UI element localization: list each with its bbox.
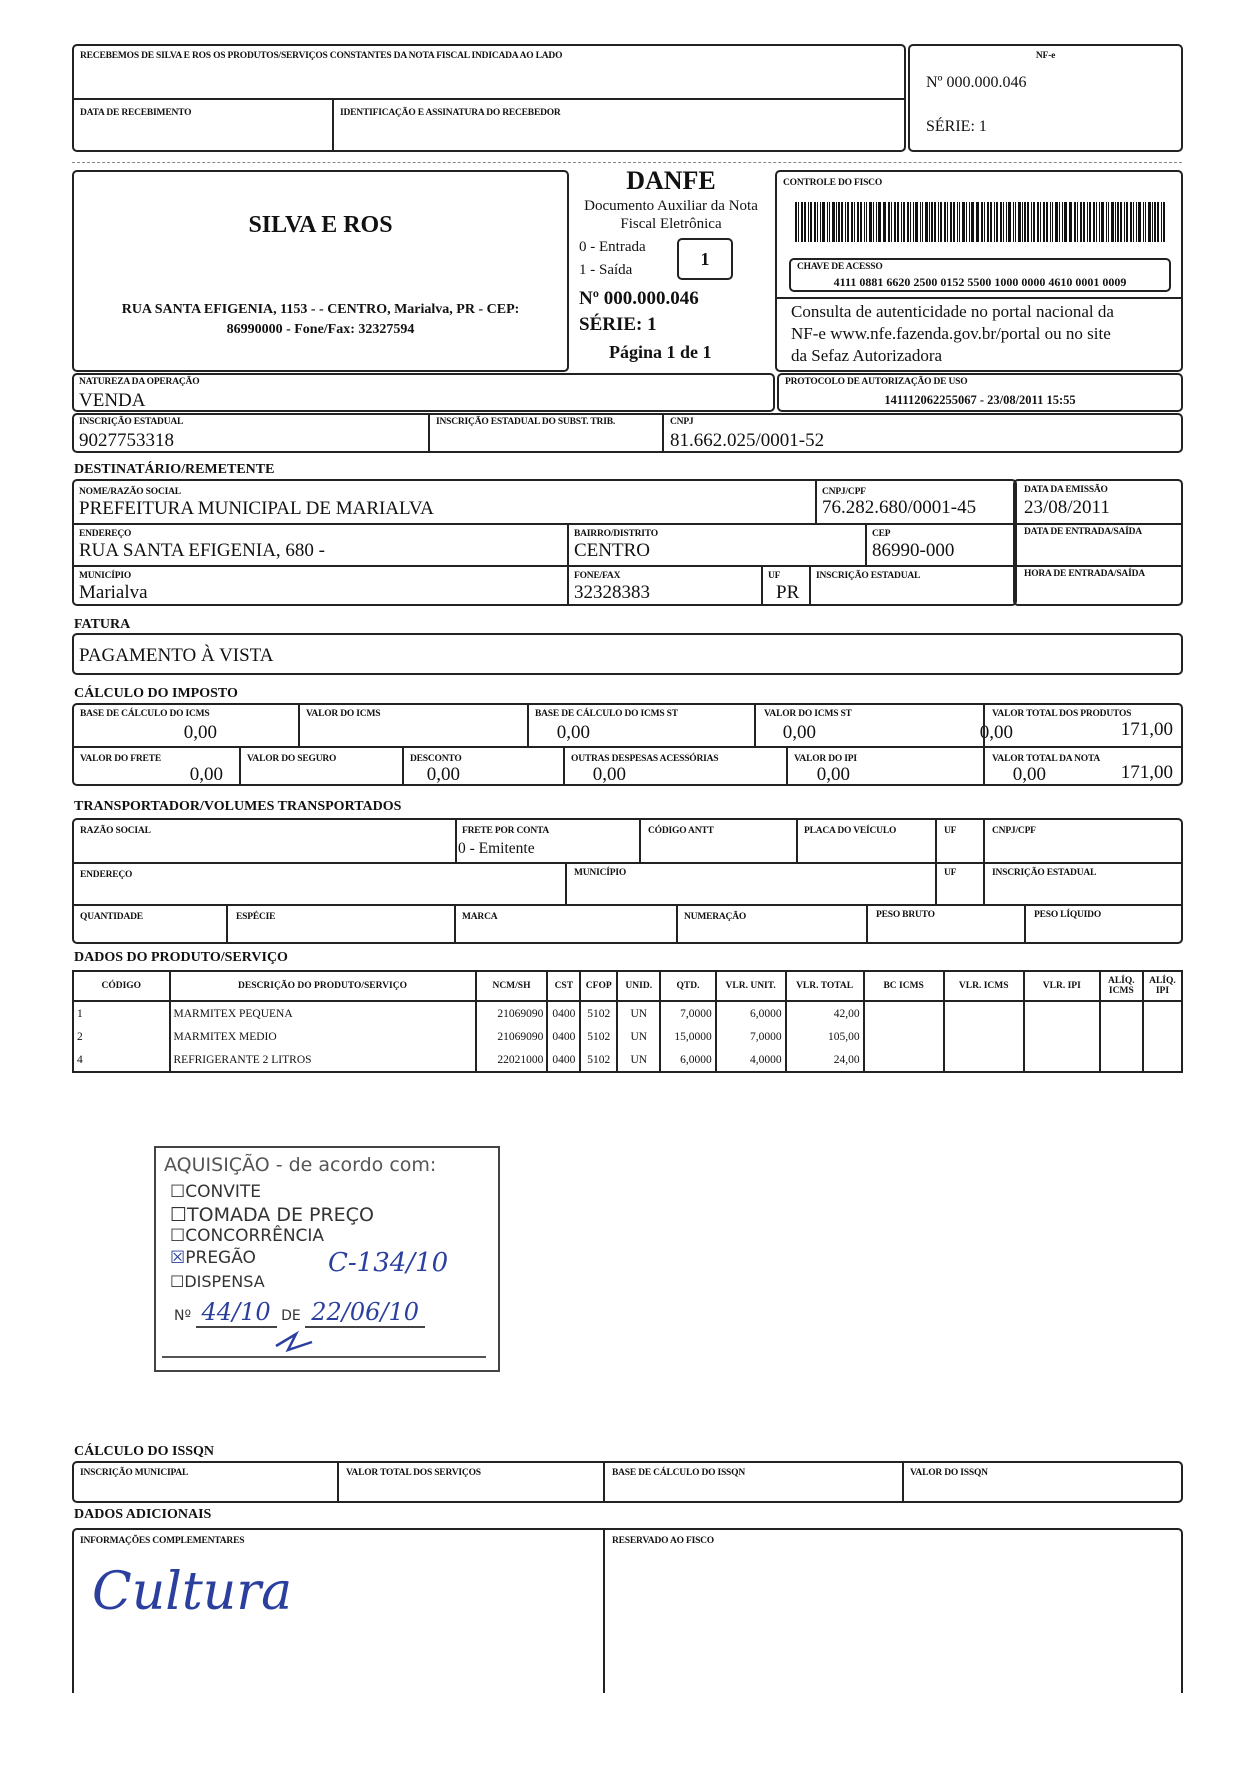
transport-uf-label: UF <box>944 826 957 836</box>
table-cell: 6,0000 <box>660 1048 715 1072</box>
recipient-city: Marialva <box>79 582 148 603</box>
invoice-total: 171,00 <box>1120 762 1173 783</box>
issuer-address-2: 86990000 - Fone/Fax: 32327594 <box>226 322 415 337</box>
recipient-doc: 76.282.680/0001-45 <box>822 497 977 518</box>
ipi-label: VALOR DO IPI <box>794 754 857 764</box>
issqn-municipal-label: INSCRIÇÃO MUNICIPAL <box>80 1468 189 1478</box>
products-header-cell: ALÍQ. ICMS <box>1100 971 1143 1001</box>
stamp-option-dispensa-label: DISPENSA <box>184 1272 265 1291</box>
table-cell: 2 <box>73 1025 170 1048</box>
additional-box <box>72 1528 1183 1693</box>
transport-freight: 0 - Emitente <box>458 840 535 857</box>
table-cell: 42,00 <box>786 1001 864 1025</box>
access-key: 4111 0881 6620 2500 0152 5500 1000 0000 4610 0001 0009 <box>833 275 1127 289</box>
receipt-series: SÉRIE: 1 <box>926 118 987 135</box>
ie-row <box>72 413 1183 453</box>
icms-value-label: VALOR DO ICMS <box>306 709 381 719</box>
products-header-cell: CFOP <box>580 971 617 1001</box>
protocol-value: 141112062255067 - 23/08/2011 15:55 <box>884 393 1076 407</box>
receipt-statement: RECEBEMOS DE SILVA E ROS OS PRODUTOS/SERVIÇOS CONSTANTES DA NOTA FISCAL INDICADA AO LADO <box>80 51 563 61</box>
protocol-label: PROTOCOLO DE AUTORIZAÇÃO DE USO <box>785 377 968 387</box>
products-header-cell: NCM/SH <box>476 971 548 1001</box>
table-cell: 105,00 <box>786 1025 864 1048</box>
stamp-option-tomada: ☐TOMADA DE PREÇO <box>170 1204 374 1226</box>
issuer-name: SILVA E ROS <box>248 212 393 238</box>
stamp-date: 22/06/10 <box>305 1298 425 1328</box>
ie-label: INSCRIÇÃO ESTADUAL <box>79 417 184 427</box>
cnpj-value: 81.662.025/0001-52 <box>670 430 825 451</box>
entry-time-label: HORA DE ENTRADA/SAÍDA <box>1024 569 1145 579</box>
reserved-label: RESERVADO AO FISCO <box>612 1536 714 1546</box>
transport-state-reg-label: INSCRIÇÃO ESTADUAL <box>992 868 1097 878</box>
nature-value: VENDA <box>79 390 146 411</box>
stamp-option-concorrencia-label: CONCORRÊNCIA <box>185 1226 325 1246</box>
additional-section-title: DADOS ADICIONAIS <box>74 1507 212 1522</box>
stamp-option-concorrencia: ☐CONCORRÊNCIA <box>170 1226 325 1246</box>
stamp-option-dispensa: ☐DISPENSA <box>170 1272 265 1291</box>
recipient-name-label: NOME/RAZÃO SOCIAL <box>79 487 181 497</box>
table-cell <box>1100 1001 1143 1025</box>
products-header-cell: QTD. <box>660 971 715 1001</box>
table-cell: MARMITEX MEDIO <box>170 1025 476 1048</box>
receipt-nfe-box <box>908 44 1183 152</box>
table-row <box>73 1048 1182 1072</box>
issue-date: 23/08/2011 <box>1024 497 1110 518</box>
danfe-series: SÉRIE: 1 <box>579 314 657 335</box>
table-cell <box>1143 1048 1182 1072</box>
icms-base: 0,00 <box>183 722 217 743</box>
products-header-cell: UNID. <box>617 971 660 1001</box>
products-section-title: DADOS DO PRODUTO/SERVIÇO <box>74 950 288 965</box>
table-cell <box>1143 1025 1182 1048</box>
transport-address-label: ENDEREÇO <box>80 870 133 880</box>
danfe-panel <box>569 166 773 372</box>
recipient-address-label: ENDEREÇO <box>79 529 132 539</box>
table-cell: 6,0000 <box>716 1001 786 1025</box>
stamp-option-pregao <box>170 1248 256 1268</box>
recipient-city-label: MUNICÍPIO <box>79 571 132 581</box>
danfe-subtitle-2: Fiscal Eletrônica <box>620 216 722 232</box>
products-header-cell: VLR. ICMS <box>944 971 1024 1001</box>
stamp-date-prefix: DE <box>281 1308 301 1324</box>
transport-box <box>72 818 1183 944</box>
fiscal-control-label: CONTROLE DO FISCO <box>783 178 883 188</box>
freight: 0,00 <box>189 764 223 785</box>
nature-label: NATUREZA DA OPERAÇÃO <box>79 377 200 387</box>
danfe-title: DANFE <box>626 166 716 195</box>
table-cell: UN <box>617 1048 660 1072</box>
tax-box <box>72 703 1183 786</box>
transport-qty-label: QUANTIDADE <box>80 912 143 922</box>
receipt-signature-label: IDENTIFICAÇÃO E ASSINATURA DO RECEBEDOR <box>340 108 561 118</box>
ipi: 0,00 <box>1012 764 1046 785</box>
insurance-label: VALOR DO SEGURO <box>247 754 337 764</box>
table-cell: UN <box>617 1001 660 1025</box>
table-cell: 15,0000 <box>660 1025 715 1048</box>
recipient-uf: PR <box>776 582 800 603</box>
other-expenses-label: OUTRAS DESPESAS ACESSÓRIAS <box>571 754 719 764</box>
table-cell <box>864 1001 944 1025</box>
fiscal-box <box>775 170 1183 372</box>
stamp-title: AQUISIÇÃO - de acordo com: <box>164 1154 437 1176</box>
ie-value: 9027753318 <box>79 430 174 451</box>
table-cell: 4,0000 <box>716 1048 786 1072</box>
danfe-exit: 1 - Saída <box>579 262 633 278</box>
invoice-section-title: FATURA <box>74 617 131 632</box>
table-cell: 0400 <box>547 1001 580 1025</box>
issqn-box <box>72 1461 1183 1503</box>
table-cell: 0400 <box>547 1025 580 1048</box>
stamp-option-pregao-label: PREGÃO <box>185 1248 256 1268</box>
danfe-subtitle-1: Documento Auxiliar da Nota <box>584 198 758 214</box>
issqn-value-label: VALOR DO ISSQN <box>910 1468 988 1478</box>
transport-city-label: MUNICÍPIO <box>574 868 627 878</box>
transport-freight-label: FRETE POR CONTA <box>462 826 550 836</box>
insurance: 0,00 <box>426 764 460 785</box>
products-header-cell: VLR. IPI <box>1024 971 1100 1001</box>
receipt-date-label: DATA DE RECEBIMENTO <box>80 108 192 118</box>
danfe-entry: 0 - Entrada <box>579 239 646 255</box>
transport-numbering-label: NUMERAÇÃO <box>684 912 747 922</box>
table-cell <box>864 1048 944 1072</box>
consult-line-2: NF-e www.nfe.fazenda.gov.br/portal ou no site <box>791 324 1111 343</box>
danfe-page: Página 1 de 1 <box>609 342 712 362</box>
stamp-number: 44/10 <box>196 1298 277 1328</box>
table-cell: 5102 <box>580 1025 617 1048</box>
invoice-value: PAGAMENTO À VISTA <box>79 645 274 666</box>
issuer-box <box>72 170 569 372</box>
checked-box-icon: ☒ <box>170 1248 186 1268</box>
additional-handwritten: Cultura <box>92 1562 293 1622</box>
table-cell: REFRIGERANTE 2 LITROS <box>170 1048 476 1072</box>
transport-plate-label: PLACA DO VEÍCULO <box>804 826 897 836</box>
ie-st-label: INSCRIÇÃO ESTADUAL DO SUBST. TRIB. <box>436 417 616 427</box>
receipt-number: Nº 000.000.046 <box>926 74 1027 91</box>
products-header-cell: CÓDIGO <box>73 971 170 1001</box>
stamp-number-prefix: Nº <box>174 1308 192 1324</box>
other-expenses: 0,00 <box>816 764 850 785</box>
danfe-type-box <box>677 238 733 280</box>
danfe-type-value: 1 <box>700 248 710 269</box>
tax-section-title: CÁLCULO DO IMPOSTO <box>74 686 238 701</box>
stamp-signature-scribble <box>266 1328 326 1358</box>
discount: 0,00 <box>592 764 626 785</box>
table-cell <box>944 1001 1024 1025</box>
nature-box <box>72 373 775 412</box>
table-cell: 7,0000 <box>660 1001 715 1025</box>
transport-net-label: PESO LÍQUIDO <box>1034 910 1102 920</box>
table-cell: 22021000 <box>476 1048 548 1072</box>
table-cell <box>944 1048 1024 1072</box>
access-key-label: CHAVE DE ACESSO <box>797 262 883 272</box>
issqn-base-label: BASE DE CÁLCULO DO ISSQN <box>612 1468 745 1478</box>
access-key-box <box>789 258 1171 292</box>
icms-base-label: BASE DE CÁLCULO DO ICMS <box>80 709 210 719</box>
acquisition-stamp <box>154 1146 500 1372</box>
transport-brand-label: MARCA <box>462 912 498 922</box>
table-cell: 4 <box>73 1048 170 1072</box>
transport-gross-label: PESO BRUTO <box>876 910 935 920</box>
recipient-name: PREFEITURA MUNICIPAL DE MARIALVA <box>79 498 434 519</box>
products-total-label: VALOR TOTAL DOS PRODUTOS <box>992 709 1132 719</box>
transport-doc-label: CNPJ/CPF <box>992 826 1036 836</box>
products-header-cell: VLR. TOTAL <box>786 971 864 1001</box>
products-header-cell: CST <box>547 971 580 1001</box>
table-cell <box>1143 1001 1182 1025</box>
issue-date-label: DATA DA EMISSÃO <box>1024 485 1108 495</box>
recipient-box <box>72 479 1017 606</box>
recipient-uf-label: UF <box>768 571 781 581</box>
issuer-address-1: RUA SANTA EFIGENIA, 1153 - - CENTRO, Marialva, PR - CEP: <box>121 302 520 317</box>
additional-info-label: INFORMAÇÕES COMPLEMENTARES <box>80 1536 245 1546</box>
receipt-nfe-label: NF-e <box>1035 51 1056 61</box>
stamp-option-convite: ☐CONVITE <box>170 1182 261 1202</box>
recipient-district: CENTRO <box>574 540 650 561</box>
recipient-cep-label: CEP <box>872 529 891 539</box>
recipient-district-label: BAIRRO/DISTRITO <box>574 529 658 539</box>
table-cell: UN <box>617 1025 660 1048</box>
table-cell <box>1024 1048 1100 1072</box>
consult-line-3: da Sefaz Autorizadora <box>791 346 943 365</box>
issqn-section-title: CÁLCULO DO ISSQN <box>74 1444 215 1459</box>
table-cell <box>864 1025 944 1048</box>
consult-line-1: Consulta de autenticidade no portal nacional da <box>791 302 1114 321</box>
recipient-doc-label: CNPJ/CPF <box>822 487 866 497</box>
table-cell: 1 <box>73 1001 170 1025</box>
transport-antt-label: CÓDIGO ANTT <box>648 826 714 836</box>
transport-section-title: TRANSPORTADOR/VOLUMES TRANSPORTADOS <box>74 799 402 814</box>
table-cell: 21069090 <box>476 1001 548 1025</box>
recipient-dates-box <box>1013 479 1183 606</box>
transport-uf2-label: UF <box>944 868 957 878</box>
icms-st-value-label: VALOR DO ICMS ST <box>764 709 852 719</box>
danfe-number: Nº 000.000.046 <box>579 288 699 309</box>
recipient-cep: 86990-000 <box>872 540 955 561</box>
transport-company-label: RAZÃO SOCIAL <box>80 826 151 836</box>
table-row <box>73 1025 1182 1048</box>
table-cell: 7,0000 <box>716 1025 786 1048</box>
table-cell <box>1024 1025 1100 1048</box>
entry-date-label: DATA DE ENTRADA/SAÍDA <box>1024 527 1142 537</box>
products-header-cell: VLR. UNIT. <box>716 971 786 1001</box>
invoice-box <box>72 633 1183 675</box>
table-cell <box>1100 1048 1143 1072</box>
table-cell <box>1024 1001 1100 1025</box>
issqn-services-label: VALOR TOTAL DOS SERVIÇOS <box>346 1468 481 1478</box>
table-cell <box>944 1025 1024 1048</box>
table-cell <box>1100 1025 1143 1048</box>
invoice-total-label: VALOR TOTAL DA NOTA <box>992 754 1101 764</box>
recipient-address: RUA SANTA EFIGENIA, 680 - <box>79 540 326 561</box>
products-table <box>72 970 1183 1073</box>
table-cell: 21069090 <box>476 1025 548 1048</box>
products-header-cell: BC ICMS <box>864 971 944 1001</box>
freight-label: VALOR DO FRETE <box>80 754 161 764</box>
products-total: 171,00 <box>1120 719 1173 740</box>
table-cell: 24,00 <box>786 1048 864 1072</box>
recipient-phone-label: FONE/FAX <box>574 571 621 581</box>
table-cell: MARMITEX PEQUENA <box>170 1001 476 1025</box>
barcode <box>795 202 1167 242</box>
recipient-phone: 32328383 <box>574 582 650 603</box>
stamp-option-convite-label: CONVITE <box>185 1182 261 1202</box>
icms-st-base: 0,00 <box>782 722 816 743</box>
icms-st-value: 0,00 <box>979 722 1013 743</box>
icms-value: 0,00 <box>556 722 590 743</box>
table-cell: 5102 <box>580 1048 617 1072</box>
table-cell: 0400 <box>547 1048 580 1072</box>
stamp-option-tomada-label: TOMADA DE PREÇO <box>187 1204 374 1226</box>
icms-st-base-label: BASE DE CÁLCULO DO ICMS ST <box>535 709 678 719</box>
table-cell: 5102 <box>580 1001 617 1025</box>
stamp-number-line <box>174 1298 425 1326</box>
receipt-stub <box>72 44 906 152</box>
recipient-state-reg-label: INSCRIÇÃO ESTADUAL <box>816 571 921 581</box>
transport-kind-label: ESPÉCIE <box>236 912 276 922</box>
recipient-section-title: DESTINATÁRIO/REMETENTE <box>74 462 275 477</box>
stamp-handwritten-ref: C-134/10 <box>328 1248 449 1278</box>
discount-label: DESCONTO <box>410 754 462 764</box>
products-header-cell: DESCRIÇÃO DO PRODUTO/SERVIÇO <box>170 971 476 1001</box>
protocol-box <box>777 373 1183 412</box>
cnpj-label: CNPJ <box>670 417 694 427</box>
table-row <box>73 1001 1182 1025</box>
products-header-cell: ALÍQ. IPI <box>1143 971 1182 1001</box>
